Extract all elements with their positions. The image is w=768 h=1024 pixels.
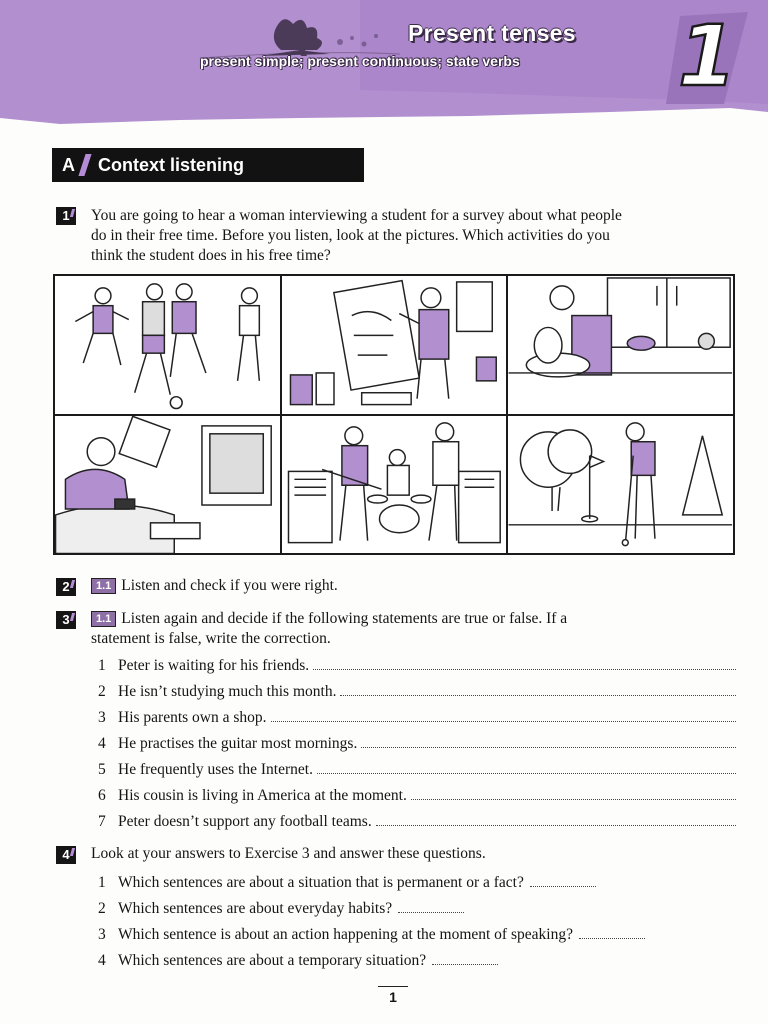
statement-number: 2 xyxy=(98,683,106,700)
statement-row xyxy=(98,812,736,832)
answer-line[interactable] xyxy=(579,926,645,939)
question-number: 2 xyxy=(98,900,106,917)
statement-number: 4 xyxy=(98,735,106,752)
page-number: 1 xyxy=(378,986,408,1005)
exercise-4-instructions: Look at your answers to Exercise 3 and answer these questions. xyxy=(91,845,486,862)
statement-text: He frequently uses the Internet. xyxy=(118,761,313,778)
question-text: Which sentence is about an action happening at the moment of speaking? xyxy=(118,926,573,943)
exercise-4-badge: 4 xyxy=(56,846,76,864)
exercise-1-instructions xyxy=(91,206,741,266)
statement-row xyxy=(98,708,736,728)
section-title: Context listening xyxy=(98,155,245,175)
header-band xyxy=(0,0,768,132)
answer-line[interactable] xyxy=(271,709,736,722)
rock-band-icon xyxy=(282,416,507,554)
question-text: Which sentences are about everyday habits? xyxy=(118,900,393,917)
exercise-3-line: statement is false, write the correction. xyxy=(91,630,331,647)
statement-number: 5 xyxy=(98,761,106,778)
golfer-icon xyxy=(508,416,733,554)
picture-band xyxy=(282,416,507,554)
football-players-icon xyxy=(55,276,280,414)
statement-row xyxy=(98,760,736,780)
exercise-1-line: think the student does in his free time? xyxy=(91,247,331,264)
section-slash-mark xyxy=(78,154,91,176)
answer-line[interactable] xyxy=(313,657,736,670)
exercise-3-badge: 3 xyxy=(56,611,76,629)
question-text: Which sentences are about a temporary situation? xyxy=(118,952,427,969)
exercise-2-instructions xyxy=(91,576,741,596)
statement-text: His cousin is living in America at the moment. xyxy=(118,787,407,804)
exercise-1-line: You are going to hear a woman interviewing a student for a survey about what people xyxy=(91,207,622,224)
statement-row xyxy=(98,682,736,702)
page-title: Present tenses xyxy=(408,20,576,46)
answer-line[interactable] xyxy=(340,683,736,696)
picture-football xyxy=(55,276,280,414)
picture-videogames xyxy=(55,416,280,554)
answer-line[interactable] xyxy=(398,900,464,913)
statement-row xyxy=(98,734,736,754)
question-number: 3 xyxy=(98,926,106,943)
question-number: 4 xyxy=(98,952,106,969)
section-header xyxy=(52,148,364,182)
exercise-2-badge: 2 xyxy=(56,578,76,596)
picture-cooking xyxy=(508,276,733,414)
question-row xyxy=(98,925,645,945)
statement-text: Peter doesn’t support any football teams. xyxy=(118,813,372,830)
statement-number: 6 xyxy=(98,787,106,804)
statement-number: 7 xyxy=(98,813,106,830)
question-number: 1 xyxy=(98,874,106,891)
picture-golf xyxy=(508,416,733,554)
statement-text: His parents own a shop. xyxy=(118,709,267,726)
unit-number: 1 xyxy=(678,7,737,105)
activity-pictures-grid xyxy=(53,274,735,555)
statement-number: 3 xyxy=(98,709,106,726)
exercise-1-line: do in their free time. Before you listen, look at the pictures. Which activities do you xyxy=(91,227,610,244)
painter-icon xyxy=(282,276,507,414)
statement-row xyxy=(98,656,736,676)
audio-track-icon[interactable]: 1.1 xyxy=(91,611,116,627)
statement-text: He practises the guitar most mornings. xyxy=(118,735,358,752)
answer-line[interactable] xyxy=(530,874,596,887)
statement-text: He isn’t studying much this month. xyxy=(118,683,337,700)
question-row xyxy=(98,873,596,893)
audio-track-icon[interactable]: 1.1 xyxy=(91,578,116,594)
statement-text: Peter is waiting for his friends. xyxy=(118,657,310,674)
page-subtitle: present simple; present continuous; state verbs xyxy=(200,53,520,69)
exercise-2-text: Listen and check if you were right. xyxy=(121,577,338,594)
section-letter: A xyxy=(62,155,75,175)
answer-line[interactable] xyxy=(317,761,736,774)
statement-row xyxy=(98,786,736,806)
answer-line[interactable] xyxy=(361,735,736,748)
picture-painting xyxy=(282,276,507,414)
video-gamer-icon xyxy=(55,416,280,554)
statement-number: 1 xyxy=(98,657,106,674)
answer-line[interactable] xyxy=(411,787,736,800)
answer-line[interactable] xyxy=(376,813,736,826)
exercise-3-instructions xyxy=(91,609,741,649)
question-row xyxy=(98,951,498,971)
answer-line[interactable] xyxy=(432,952,498,965)
question-row xyxy=(98,899,464,919)
question-text: Which sentences are about a situation that is permanent or a fact? xyxy=(118,874,524,891)
exercise-1-badge: 1 xyxy=(56,207,76,225)
cooking-icon xyxy=(508,276,733,414)
exercise-3-line: Listen again and decide if the following statements are true or false. If a xyxy=(121,610,568,627)
